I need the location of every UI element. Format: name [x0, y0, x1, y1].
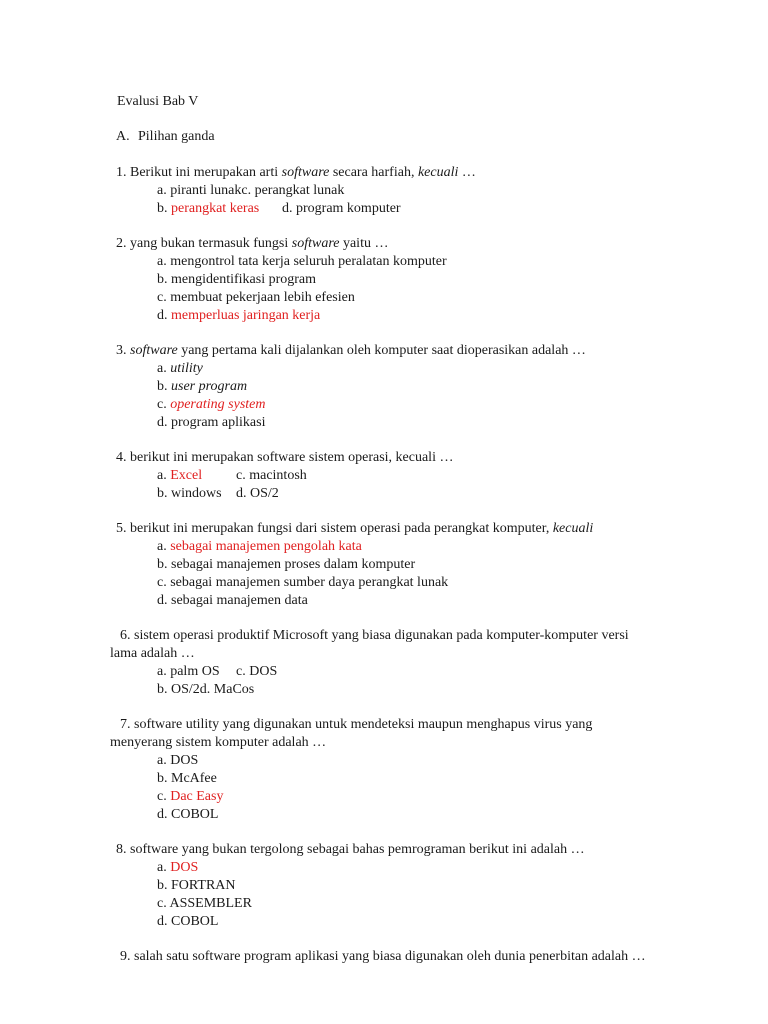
question-stem: 6. sistem operasi produktif Microsoft yang biasa digunakan pada komputer-komputer versi lama adalah …	[110, 628, 629, 661]
correct-answer: memperluas jaringan kerja	[171, 308, 321, 323]
question-stem: 7. software utility yang digunakan untuk mendeteksi maupun menghapus virus yang menyerang sistem komputer adalah …	[110, 717, 593, 750]
option-row	[157, 200, 650, 218]
option-a: a. DOS	[157, 753, 199, 768]
option-row	[157, 467, 650, 485]
option-b: b. FORTRAN	[157, 878, 236, 893]
option-b: b. windows	[157, 486, 222, 501]
correct-answer: Excel	[170, 468, 203, 483]
option-c: c. membuat pekerjaan lebih efesien	[157, 290, 355, 305]
question-8	[110, 841, 650, 931]
option-d: d. sebagai manajemen data	[157, 593, 308, 608]
correct-answer: DOS	[170, 860, 199, 875]
question-stem: 1. Berikut ini merupakan arti software secara harfiah, kecuali …	[116, 165, 476, 180]
question-1	[110, 164, 650, 218]
option-c: c. macintosh	[236, 468, 307, 483]
question-5	[110, 520, 650, 610]
option-d: d. MaCos	[199, 682, 255, 697]
option-b: b. perangkat keras	[157, 201, 260, 216]
page-title: Evalusi Bab V	[117, 94, 199, 109]
option-b: b. mengidentifikasi program	[157, 272, 317, 287]
question-3	[110, 342, 650, 432]
option-d: d. COBOL	[157, 807, 219, 822]
correct-answer: operating system	[170, 397, 266, 412]
option-b: b. McAfee	[157, 771, 217, 786]
option-b: b. OS/2	[157, 682, 200, 697]
question-2	[110, 235, 650, 325]
section-letter: A.	[116, 129, 130, 144]
option-a: a. utility	[157, 361, 203, 376]
question-4	[110, 449, 650, 503]
question-stem: 2. yang bukan termasuk fungsi software yaitu …	[116, 236, 389, 251]
option-b: b. user program	[157, 379, 248, 394]
option-a: a. DOS	[157, 860, 199, 875]
correct-answer: sebagai manajemen pengolah kata	[170, 539, 362, 554]
option-c: c. DOS	[236, 664, 278, 679]
option-a: a. mengontrol tata kerja seluruh peralatan komputer	[157, 254, 447, 269]
option-row	[157, 485, 650, 503]
option-c: c. operating system	[157, 397, 266, 412]
option-row	[157, 182, 650, 200]
question-stem: 8. software yang bukan tergolong sebagai bahas pemrograman berikut ini adalah …	[116, 842, 585, 857]
question-stem: 9. salah satu software program aplikasi yang biasa digunakan oleh dunia penerbitan adalah …	[120, 949, 646, 964]
option-b: b. sebagai manajemen proses dalam komputer	[157, 557, 416, 572]
option-c: c. Dac Easy	[157, 789, 224, 804]
option-d: d. program komputer	[282, 201, 401, 216]
option-row	[157, 663, 650, 681]
question-stem: 3. software yang pertama kali dijalankan oleh komputer saat dioperasikan adalah …	[116, 343, 586, 358]
option-c: c. ASSEMBLER	[157, 896, 252, 911]
question-6	[110, 627, 650, 699]
option-a: a. Excel	[157, 468, 203, 483]
question-stem: 4. berikut ini merupakan software sistem operasi, kecuali …	[116, 450, 454, 465]
option-d: d. memperluas jaringan kerja	[157, 308, 321, 323]
option-a: a. palm OS	[157, 664, 220, 679]
option-d: d. COBOL	[157, 914, 219, 929]
option-row	[157, 681, 650, 699]
option-d: d. program aplikasi	[157, 415, 266, 430]
option-a: a. sebagai manajemen pengolah kata	[157, 539, 362, 554]
correct-answer: perangkat keras	[171, 201, 260, 216]
question-9	[110, 948, 650, 966]
question-stem: 5. berikut ini merupakan fungsi dari sistem operasi pada perangkat komputer, kecuali	[116, 521, 594, 536]
section-heading	[116, 128, 215, 146]
section-label: Pilihan ganda	[138, 129, 215, 144]
option-c: c. perangkat lunak	[241, 183, 345, 198]
correct-answer: Dac Easy	[170, 789, 224, 804]
option-a: a. piranti lunak	[157, 183, 242, 198]
option-c: c. sebagai manajemen sumber daya perangkat lunak	[157, 575, 449, 590]
option-d: d. OS/2	[236, 486, 279, 501]
question-7	[110, 716, 650, 824]
